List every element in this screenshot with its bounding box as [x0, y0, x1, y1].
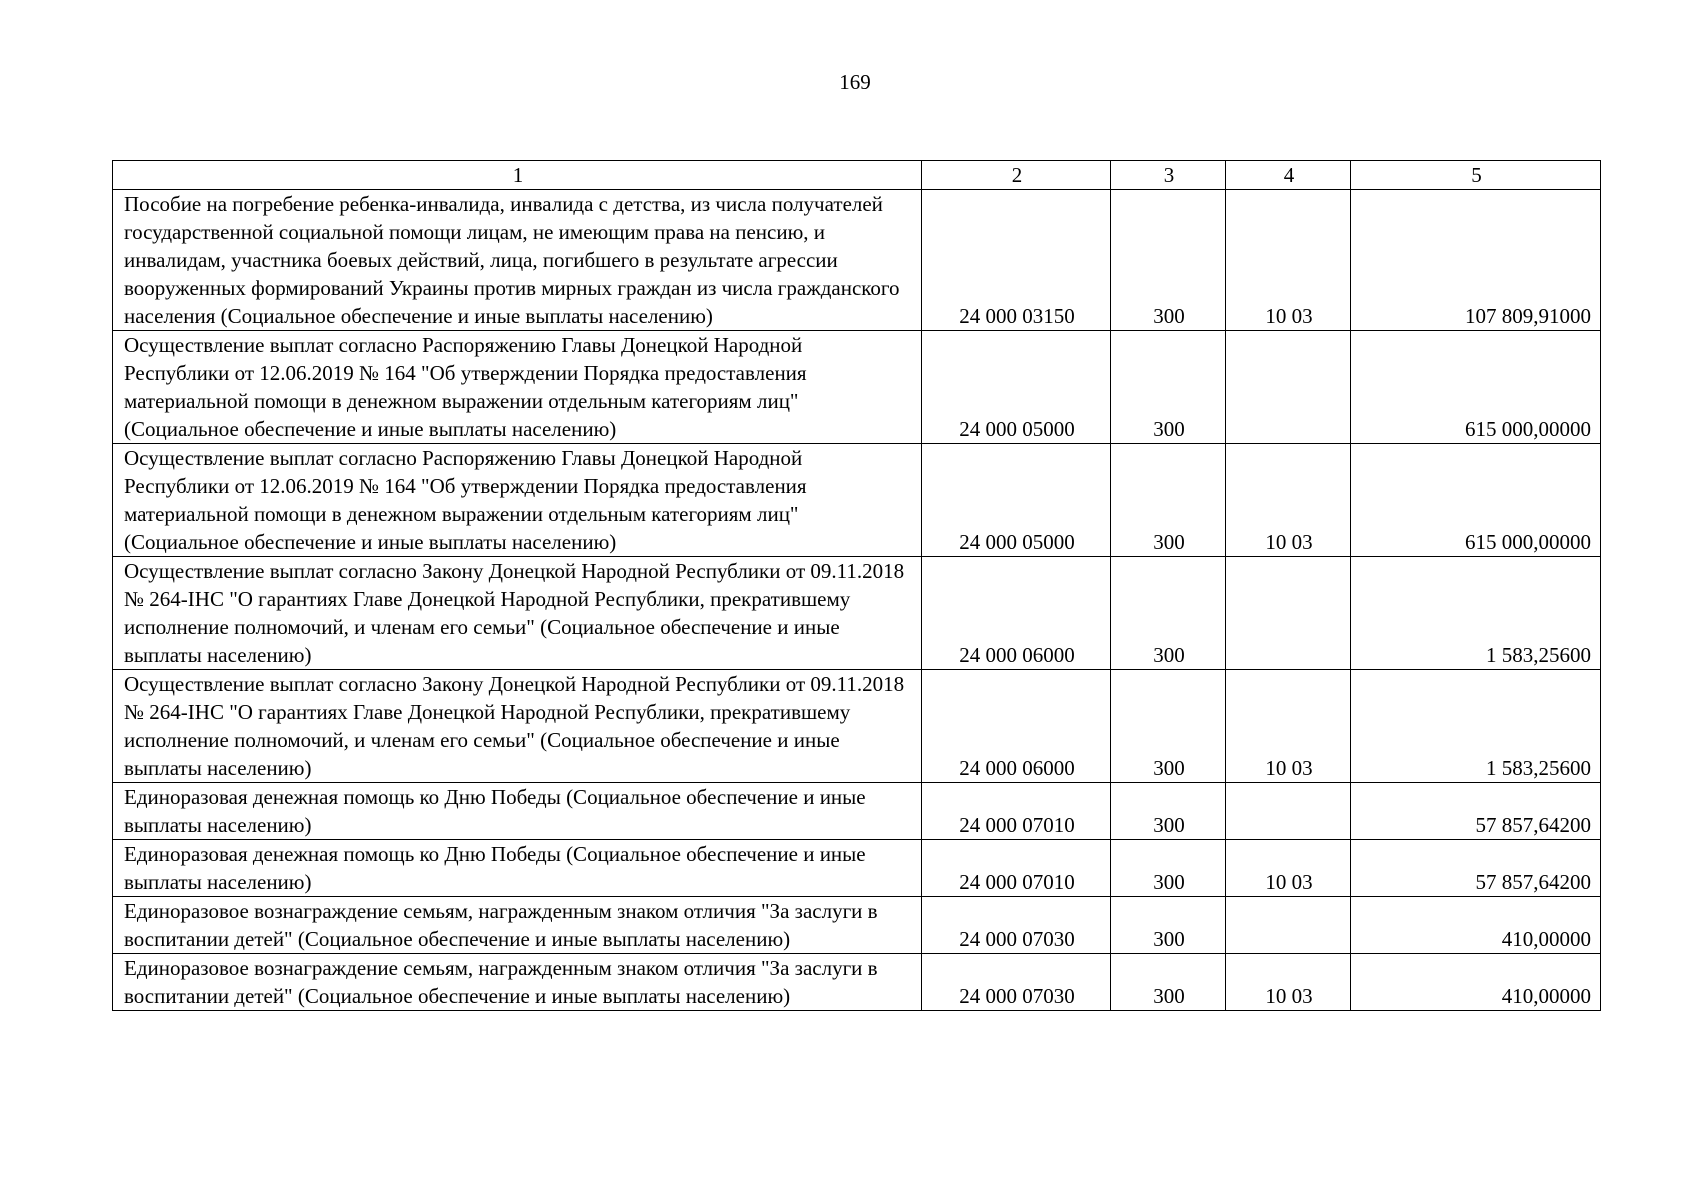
expense-name: Единоразовая денежная помощь ко Дню Победы (Социальное обеспечение и иные выплаты населению)	[113, 840, 922, 897]
expense-type-code: 300	[1111, 557, 1226, 670]
table-row	[113, 331, 1601, 444]
table-row	[113, 444, 1601, 557]
target-article-code: 24 000 05000	[922, 444, 1111, 557]
table-row	[113, 557, 1601, 670]
expense-name: Осуществление выплат согласно Распоряжению Главы Донецкой Народной Республики от 12.06.2019 № 164 "Об утверждении Порядка предоставления материальной помощи в денежном выражении отдельным категориям лиц" (Социальное обеспечение и иные выплаты населению)	[113, 331, 922, 444]
table-row	[113, 190, 1601, 331]
budget-table	[112, 160, 1601, 1011]
target-article-code: 24 000 05000	[922, 331, 1111, 444]
target-article-code: 24 000 06000	[922, 670, 1111, 783]
column-header-1: 1	[113, 161, 922, 190]
column-header-5: 5	[1351, 161, 1601, 190]
column-header-2: 2	[922, 161, 1111, 190]
amount: 57 857,64200	[1351, 783, 1601, 840]
section-code: 10 03	[1226, 954, 1351, 1011]
amount: 410,00000	[1351, 954, 1601, 1011]
amount: 1 583,25600	[1351, 557, 1601, 670]
target-article-code: 24 000 03150	[922, 190, 1111, 331]
target-article-code: 24 000 07010	[922, 840, 1111, 897]
expense-name: Осуществление выплат согласно Закону Донецкой Народной Республики от 09.11.2018 № 264-IНС "О гарантиях Главе Донецкой Народной Республики, прекратившему исполнение полномочий, и членам его семьи" (Социальное обеспечение и иные выплаты населению)	[113, 670, 922, 783]
table-row	[113, 670, 1601, 783]
table-row	[113, 897, 1601, 954]
target-article-code: 24 000 07030	[922, 897, 1111, 954]
expense-type-code: 300	[1111, 444, 1226, 557]
section-code	[1226, 557, 1351, 670]
expense-name: Единоразовое вознаграждение семьям, награжденным знаком отличия "За заслуги в воспитании детей" (Социальное обеспечение и иные выплаты населению)	[113, 954, 922, 1011]
expense-type-code: 300	[1111, 897, 1226, 954]
section-code: 10 03	[1226, 444, 1351, 557]
expense-name: Пособие на погребение ребенка-инвалида, инвалида с детства, из числа получателей государственной социальной помощи лицам, не имеющим права на пенсию, и инвалидам, участника боевых действий, лица, погибшего в результате агрессии вооруженных формирований Украины против мирных граждан из числа гражданского населения (Социальное обеспечение и иные выплаты населению)	[113, 190, 922, 331]
target-article-code: 24 000 07010	[922, 783, 1111, 840]
expense-name: Осуществление выплат согласно Закону Донецкой Народной Республики от 09.11.2018 № 264-IНС "О гарантиях Главе Донецкой Народной Республики, прекратившему исполнение полномочий, и членам его семьи" (Социальное обеспечение и иные выплаты населению)	[113, 557, 922, 670]
amount: 1 583,25600	[1351, 670, 1601, 783]
column-header-3: 3	[1111, 161, 1226, 190]
table-header-row	[113, 161, 1601, 190]
expense-type-code: 300	[1111, 190, 1226, 331]
section-code	[1226, 783, 1351, 840]
table-row	[113, 840, 1601, 897]
expense-type-code: 300	[1111, 840, 1226, 897]
section-code: 10 03	[1226, 840, 1351, 897]
amount: 615 000,00000	[1351, 331, 1601, 444]
table-row	[113, 954, 1601, 1011]
expense-type-code: 300	[1111, 783, 1226, 840]
table-row	[113, 783, 1601, 840]
expense-name: Осуществление выплат согласно Распоряжению Главы Донецкой Народной Республики от 12.06.2019 № 164 "Об утверждении Порядка предоставления материальной помощи в денежном выражении отдельным категориям лиц" (Социальное обеспечение и иные выплаты населению)	[113, 444, 922, 557]
expense-type-code: 300	[1111, 954, 1226, 1011]
section-code: 10 03	[1226, 190, 1351, 331]
section-code: 10 03	[1226, 670, 1351, 783]
expense-name: Единоразовое вознаграждение семьям, награжденным знаком отличия "За заслуги в воспитании детей" (Социальное обеспечение и иные выплаты населению)	[113, 897, 922, 954]
column-header-4: 4	[1226, 161, 1351, 190]
expense-type-code: 300	[1111, 331, 1226, 444]
amount: 107 809,91000	[1351, 190, 1601, 331]
expense-type-code: 300	[1111, 670, 1226, 783]
amount: 410,00000	[1351, 897, 1601, 954]
target-article-code: 24 000 07030	[922, 954, 1111, 1011]
expense-name: Единоразовая денежная помощь ко Дню Победы (Социальное обеспечение и иные выплаты населению)	[113, 783, 922, 840]
page-number: 169	[839, 70, 871, 94]
section-code	[1226, 331, 1351, 444]
target-article-code: 24 000 06000	[922, 557, 1111, 670]
amount: 615 000,00000	[1351, 444, 1601, 557]
section-code	[1226, 897, 1351, 954]
amount: 57 857,64200	[1351, 840, 1601, 897]
